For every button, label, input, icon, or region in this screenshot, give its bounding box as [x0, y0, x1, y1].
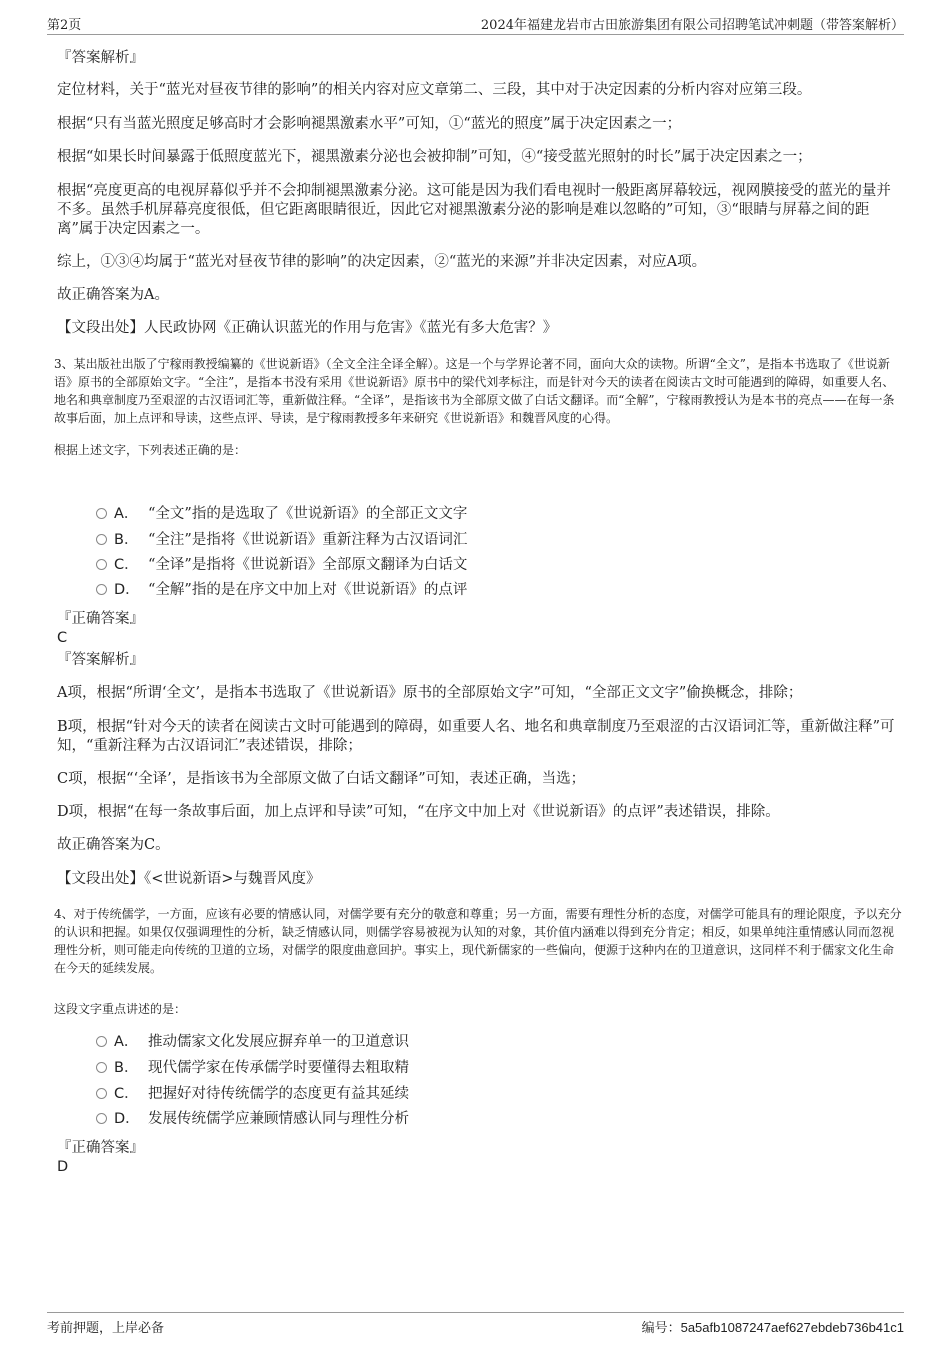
q4-answer: D: [57, 1159, 69, 1175]
q3-prompt: 根据上述文字，下列表述正确的是：: [54, 443, 247, 457]
radio-icon[interactable]: [96, 1113, 107, 1124]
q3-analysis-paragraph: D项，根据“在每一条故事后面，加上点评和导读”可知，“在序文中加上对《世说新语》的点评”表述错误，排除。: [57, 804, 780, 820]
radio-icon[interactable]: [96, 1062, 107, 1073]
q2-analysis-paragraph: 根据“亮度更高的电视屏幕似乎并不会抑制褪黑激素分泌。这可能是因为我们看电视时一般距离屏幕较远，视网膜接受的蓝光的量并不多。虽然手机屏幕亮度很低，但它距离眼睛很近，因此它对褪黑激素分泌的影响是难以忽略的”可知，③“眼睛与屏幕之间的距离”属于决定因素之一。: [57, 183, 891, 237]
q3-option-a[interactable]: A． “全文”指的是选取了《世说新语》的全部正文文字: [96, 504, 467, 524]
document-title: 2024年福建龙岩市古田旅游集团有限公司招聘笔试冲刺题（带答案解析）: [480, 18, 904, 33]
radio-icon[interactable]: [96, 534, 107, 545]
q3-analysis-paragraph: A项，根据“所谓‘全文’，是指本书选取了《世说新语》原书的全部原始文字”可知，“全部正文文字”偷换概念，排除；: [57, 685, 803, 701]
q3-answer-label: 『正确答案』: [57, 611, 144, 627]
q2-analysis-label: 『答案解析』: [57, 50, 144, 66]
page-footer: [47, 1312, 904, 1336]
q4-passage: 4、对于传统儒学，一方面，应该有必要的情感认同，对儒学要有充分的敬意和尊重；另一方面，需要有理性分析的态度，对儒学可能具有的理论限度，予以充分的认识和把握。如果仅仅强调理性的分析，缺乏情感认同，则儒学容易被视为认知的对象，其价值内涵难以得到充分肯定；相反，如果单纯注重情感认同而忽视理性分析，则可能走向传统的卫道的立场，对儒学的限度曲意回护。事实上，现代新儒家的一些偏向，便源于这种内在的卫道意识，这同样不利于儒家文化生命在今天的延续发展。: [54, 907, 902, 975]
q4-option-d[interactable]: D． 发展传统儒学应兼顾情感认同与理性分析: [96, 1109, 409, 1129]
q2-analysis-paragraph: 定位材料，关于“蓝光对昼夜节律的影响”的相关内容对应文章第二、三段，其中对于决定因素的分析内容对应第三段。: [57, 82, 812, 98]
radio-icon[interactable]: [96, 584, 107, 595]
q4-prompt: 这段文字重点讲述的是：: [54, 1002, 187, 1016]
q4-option-a[interactable]: A． 推动儒家文化发展应摒弃单一的卫道意识: [96, 1032, 409, 1052]
q2-analysis-paragraph: 根据“如果长时间暴露于低照度蓝光下，褪黑激素分泌也会被抑制”可知，④“接受蓝光照射的时长”属于决定因素之一；: [57, 149, 812, 165]
radio-icon[interactable]: [96, 508, 107, 519]
radio-icon[interactable]: [96, 1036, 107, 1047]
footer-code: [642, 1317, 904, 1336]
q3-option-b[interactable]: B． “全注”是指将《世说新语》重新注释为古汉语词汇: [96, 530, 467, 550]
radio-icon[interactable]: [96, 559, 107, 570]
q3-passage: 3、某出版社出版了宁稼雨教授编纂的《世说新语》（全文全注全译全解）。这是一个与学界论著不同，面向大众的读物。所谓“全文”，是指本书选取了《世说新语》原书的全部原始文字。“全注”，是指本书没有采用《世说新语》原书中的梁代刘孝标注，而是针对今天的读者在阅读古文时可能遇到的障碍，如重要人名、地名和典章制度乃至艰涩的古汉语词汇等，重新做注释。“全译”，是指该书为全部原文做了白话文翻译。而“全解”，宁稼雨教授认为是本书的亮点——在每一条故事后面，加上点评和导读，这些点评、导读，是宁稼雨教授多年来研究《世说新语》和魏晋风度的心得。: [54, 357, 895, 425]
footer-code-label: 编号：: [641, 1321, 681, 1336]
radio-icon[interactable]: [96, 1088, 107, 1099]
page-number: 第2页: [47, 18, 82, 33]
q3-analysis-label: 『答案解析』: [57, 652, 144, 668]
page-header: [47, 14, 904, 35]
q4-answer-label: 『正确答案』: [57, 1140, 144, 1156]
q2-conclusion: 故正确答案为A。: [57, 287, 169, 303]
q3-answer: C: [57, 630, 68, 646]
q3-analysis-paragraph: B项，根据“针对今天的读者在阅读古文时可能遇到的障碍，如重要人名、地名和典章制度乃至艰涩的古汉语词汇等，重新做注释”可知，“重新注释为古汉语词汇”表述错误，排除；: [57, 719, 895, 754]
footer-code-value: 5a5afb1087247aef627ebdeb736b41c1: [680, 1320, 904, 1335]
q3-source: 【文段出处】《<世说新语>与魏晋风度》: [57, 871, 321, 887]
q4-option-c[interactable]: C． 把握好对待传统儒学的态度更有益其延续: [96, 1084, 409, 1104]
q2-analysis-paragraph: 根据“只有当蓝光照度足够高时才会影响褪黑激素水平”可知，①“蓝光的照度”属于决定因素之一；: [57, 116, 682, 132]
q2-analysis-paragraph: 综上，①③④均属于“蓝光对昼夜节律的影响”的决定因素，②“蓝光的来源”并非决定因素，对应A项。: [57, 254, 707, 270]
q3-option-c[interactable]: C． “全译”是指将《世说新语》全部原文翻译为白话文: [96, 555, 467, 575]
q2-source: 【文段出处】人民政协网《正确认识蓝光的作用与危害》《蓝光有多大危害？》: [57, 320, 558, 336]
q4-option-b[interactable]: B． 现代儒学家在传承儒学时要懂得去粗取精: [96, 1058, 409, 1078]
q3-analysis-paragraph: C项，根据“‘全译’，是指该书为全部原文做了白话文翻译”可知，表述正确，当选；: [57, 771, 586, 787]
q3-option-d[interactable]: D． “全解”指的是在序文中加上对《世说新语》的点评: [96, 580, 467, 600]
q3-conclusion: 故正确答案为C。: [57, 837, 170, 853]
footer-slogan: 考前押题，上岸必备: [47, 1321, 165, 1336]
